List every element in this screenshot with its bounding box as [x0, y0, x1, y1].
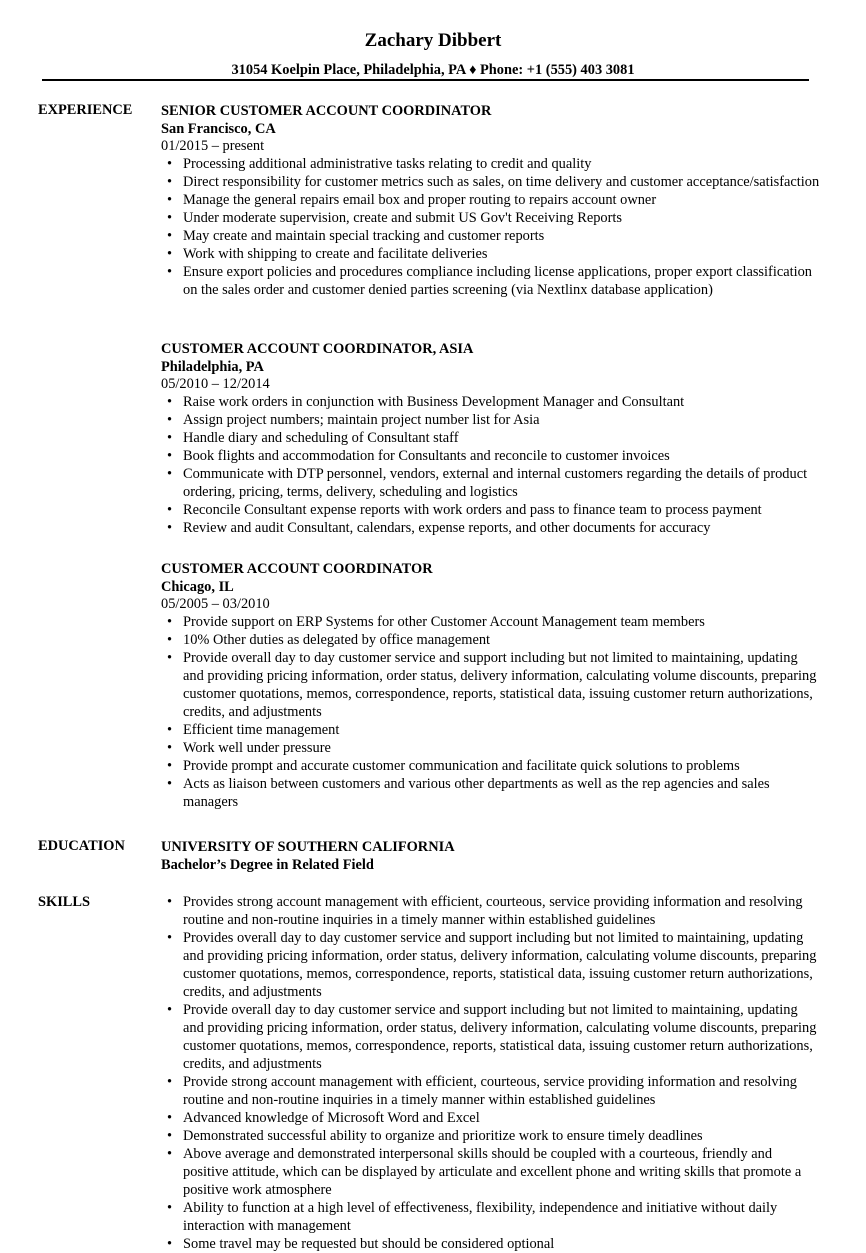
list-item: • Efficient time management — [161, 721, 821, 739]
list-item: • Provide strong account management with efficient, courteous, service providing information and resolving routine and non-routine inquiries in a timely manner within established guidelines — [161, 1073, 821, 1109]
list-item: • Manage the general repairs email box and proper routing to repairs account owner — [161, 191, 821, 209]
job-bullets — [161, 613, 821, 811]
list-item: • Provides overall day to day customer service and support including but not limited to maintaining, updating and providing pricing information, order status, delivery information, calculating volume discounts, preparing customer quotations, memos, correspondence, reports, statistical data, issuing customer return authorizations, credits, and adjustments — [161, 929, 821, 1001]
job-title: SENIOR CUSTOMER ACCOUNT COORDINATOR — [161, 103, 492, 119]
list-item: • Work well under pressure — [161, 739, 821, 757]
list-item: • Demonstrated successful ability to organize and prioritize work to ensure timely deadlines — [161, 1127, 821, 1145]
section-label-skills: SKILLS — [38, 894, 90, 910]
list-item: • Under moderate supervision, create and submit US Gov't Receiving Reports — [161, 209, 821, 227]
list-item: • May create and maintain special tracking and customer reports — [161, 227, 821, 245]
list-item: • Review and audit Consultant, calendars, expense reports, and other documents for accuracy — [161, 519, 821, 537]
list-item: • Processing additional administrative tasks relating to credit and quality — [161, 155, 821, 173]
job-bullets — [161, 393, 821, 537]
list-item: • Provide overall day to day customer service and support including but not limited to maintaining, updating and providing pricing information, order status, delivery information, calculating volume discounts, preparing customer quotations, memos, correspondence, reports, statistical data, issuing customer return authorizations, credits, and adjustments — [161, 649, 821, 721]
list-item: • Raise work orders in conjunction with Business Development Manager and Consultant — [161, 393, 821, 411]
list-item: • Ensure export policies and procedures compliance including license applications, proper export classification on the sales order and customer denied parties screening (via Nextlinx database application) — [161, 263, 821, 299]
list-item: • Communicate with DTP personnel, vendors, external and internal customers regarding the details of product ordering, pricing, terms, delivery, scheduling and logistics — [161, 465, 821, 501]
job-entry — [161, 102, 821, 299]
job-bullets — [161, 155, 821, 299]
list-item: • 10% Other duties as delegated by office management — [161, 631, 821, 649]
job-title: CUSTOMER ACCOUNT COORDINATOR, ASIA — [161, 341, 474, 357]
school-name: UNIVERSITY OF SOUTHERN CALIFORNIA — [161, 839, 455, 855]
list-item: • Provide prompt and accurate customer communication and facilitate quick solutions to problems — [161, 757, 821, 775]
job-dates: 01/2015 – present — [161, 138, 265, 154]
degree: Bachelor’s Degree in Related Field — [161, 857, 374, 873]
list-item: • Provide support on ERP Systems for other Customer Account Management team members — [161, 613, 821, 631]
section-label-education: EDUCATION — [38, 838, 125, 854]
list-item: • Reconcile Consultant expense reports with work orders and pass to finance team to process payment — [161, 501, 821, 519]
job-title: CUSTOMER ACCOUNT COORDINATOR — [161, 561, 433, 577]
job-location: Chicago, IL — [161, 579, 234, 595]
section-label-experience: EXPERIENCE — [38, 102, 133, 118]
list-item: • Provides strong account management with efficient, courteous, service providing information and resolving routine and non-routine inquiries in a timely manner within established guidelines — [161, 893, 821, 929]
contact-line: 31054 Koelpin Place, Philadelphia, PA ♦ Phone: +1 (555) 403 3081 — [231, 62, 635, 78]
skills-bullets — [161, 893, 821, 1253]
list-item: • Work with shipping to create and facilitate deliveries — [161, 245, 821, 263]
list-item: • Some travel may be requested but should be considered optional — [161, 1235, 821, 1253]
job-location: San Francisco, CA — [161, 121, 276, 137]
resume-name: Zachary Dibbert — [364, 30, 502, 51]
education-entry — [161, 838, 821, 874]
list-item: • Ability to function at a high level of effectiveness, flexibility, independence and initiative without daily interaction with management — [161, 1199, 821, 1235]
list-item: • Above average and demonstrated interpersonal skills should be coupled with a courteous, friendly and positive attitude, which can be displayed by articulate and excellent phone and writing skills that promote a positive work atmosphere — [161, 1145, 821, 1199]
list-item: • Acts as liaison between customers and various other departments as well as the rep agencies and sales managers — [161, 775, 821, 811]
list-item: • Book flights and accommodation for Consultants and reconcile to customer invoices — [161, 447, 821, 465]
header-divider — [42, 79, 809, 81]
job-dates: 05/2010 – 12/2014 — [161, 376, 270, 392]
job-location: Philadelphia, PA — [161, 359, 264, 375]
job-entry — [161, 560, 821, 811]
job-dates: 05/2005 – 03/2010 — [161, 596, 270, 612]
list-item: • Advanced knowledge of Microsoft Word and Excel — [161, 1109, 821, 1127]
list-item: • Direct responsibility for customer metrics such as sales, on time delivery and customer acceptance/satisfaction — [161, 173, 821, 191]
list-item: • Handle diary and scheduling of Consultant staff — [161, 429, 821, 447]
job-entry — [161, 340, 821, 537]
list-item: • Assign project numbers; maintain project number list for Asia — [161, 411, 821, 429]
skills-list — [161, 893, 821, 1253]
list-item: • Provide overall day to day customer service and support including but not limited to maintaining, updating and providing pricing information, order status, delivery information, calculating volume discounts, preparing customer quotations, memos, correspondence, reports, statistical data, issuing customer return authorizations, credits, and adjustments — [161, 1001, 821, 1073]
